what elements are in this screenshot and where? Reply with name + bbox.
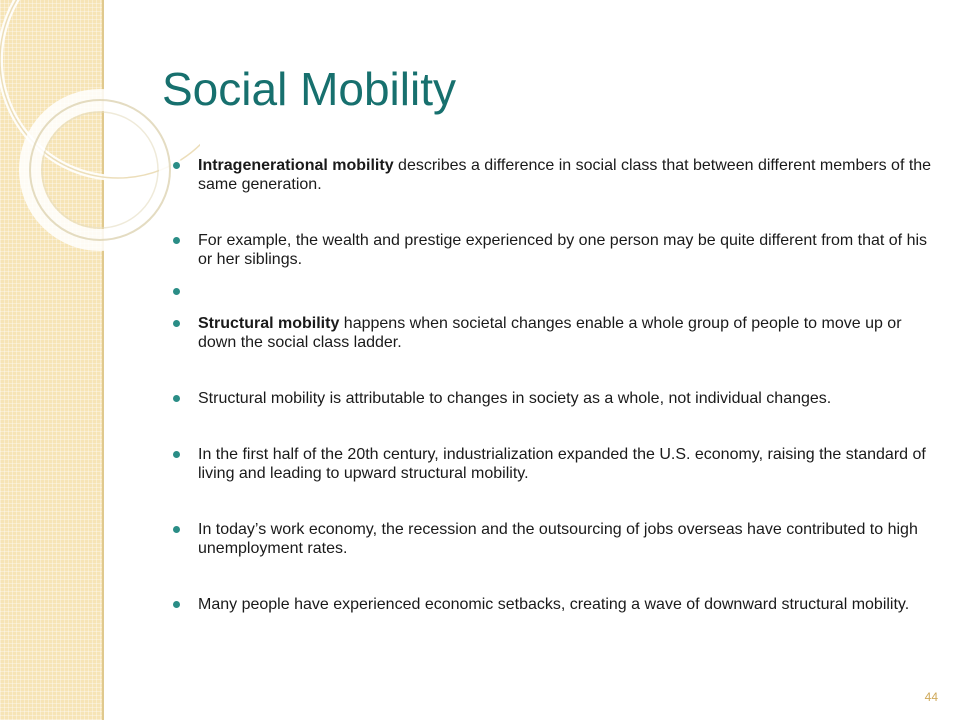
bullet-text: Structural mobility is attributable to changes in society as a whole, not individual changes.	[198, 390, 832, 407]
decorative-side-panel	[0, 0, 104, 720]
bullet-item	[172, 156, 932, 194]
bullet-item	[172, 314, 932, 352]
bullet-text: For example, the wealth and prestige experienced by one person may be quite different from that of his or her siblings.	[198, 232, 928, 268]
bullet-text: In the first half of the 20th century, industrialization expanded the U.S. economy, raising the standard of living and leading to upward structural mobility.	[198, 446, 926, 482]
bullet-item	[172, 445, 932, 483]
bullet-term: Structural mobility	[198, 315, 340, 332]
bullet-list	[172, 156, 932, 614]
bullet-item	[172, 231, 932, 269]
bullet-item	[172, 595, 932, 614]
bullet-term: Intragenerational mobility	[198, 157, 394, 174]
bullet-item	[172, 389, 932, 408]
bullet-text: describes a difference in social class that between different members of the same generation.	[198, 157, 932, 193]
slide-title: Social Mobility	[162, 63, 456, 115]
bullet-text: Many people have experienced economic setbacks, creating a wave of downward structural mobility.	[198, 596, 910, 613]
bullet-text: happens when societal changes enable a whole group of people to move up or down the social class ladder.	[198, 315, 902, 351]
bullet-text: In today’s work economy, the recession and the outsourcing of jobs overseas have contributed to high unemployment rates.	[198, 521, 918, 557]
page-number: 44	[924, 690, 938, 704]
bullet-item-empty	[172, 282, 932, 301]
bullet-item	[172, 520, 932, 558]
